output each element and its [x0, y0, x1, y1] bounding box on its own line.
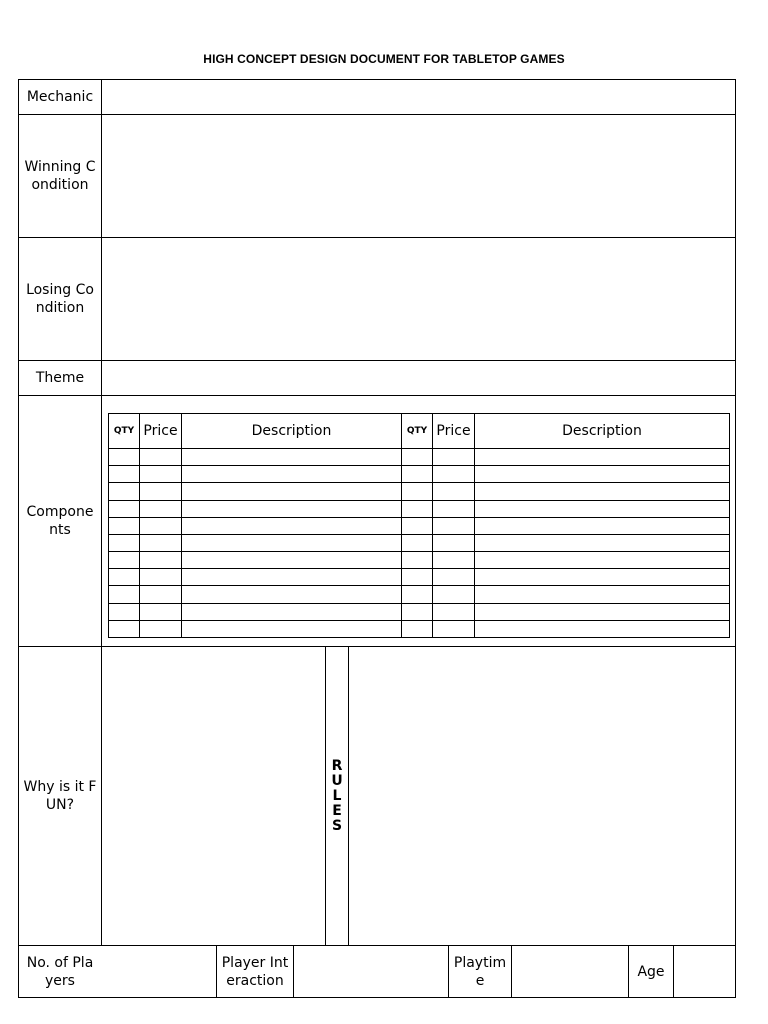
components-cell[interactable]: [475, 449, 730, 466]
components-cell[interactable]: [140, 483, 182, 500]
components-cell[interactable]: [433, 517, 475, 534]
components-cell[interactable]: [182, 466, 402, 483]
components-cell[interactable]: [182, 552, 402, 569]
components-cell[interactable]: [140, 449, 182, 466]
components-cell[interactable]: [140, 534, 182, 551]
rules-letter: R: [331, 757, 343, 774]
components-cell[interactable]: [433, 620, 475, 637]
components-label: Components: [26, 504, 94, 538]
components-cell[interactable]: [475, 620, 730, 637]
document-title: HIGH CONCEPT DESIGN DOCUMENT FOR TABLETOP GAMES: [203, 52, 565, 66]
rules-letter: E: [332, 802, 342, 819]
interaction-field[interactable]: [294, 946, 448, 997]
theme-label: Theme: [35, 370, 85, 386]
components-cell[interactable]: [475, 500, 730, 517]
description-header: Description: [475, 414, 730, 449]
rules-field[interactable]: [349, 647, 735, 945]
price-header: Price: [140, 414, 182, 449]
components-cell[interactable]: [475, 586, 730, 603]
losing-condition-label: Losing Condition: [26, 282, 94, 316]
players-label: No. of Players: [26, 954, 94, 989]
components-cell[interactable]: [433, 569, 475, 586]
components-cell[interactable]: [140, 552, 182, 569]
components-cell[interactable]: [182, 603, 402, 620]
components-cell[interactable]: [433, 603, 475, 620]
components-cell[interactable]: [402, 517, 433, 534]
players-field[interactable]: [102, 946, 216, 997]
components-cell[interactable]: [433, 466, 475, 483]
components-row: [109, 603, 730, 620]
components-row: [109, 552, 730, 569]
components-cell[interactable]: [109, 552, 140, 569]
components-row: [109, 569, 730, 586]
components-cell[interactable]: [140, 569, 182, 586]
rules-letter: S: [331, 817, 343, 834]
rules-letter: U: [331, 772, 343, 789]
components-cell[interactable]: [182, 586, 402, 603]
components-cell[interactable]: [182, 517, 402, 534]
components-cell[interactable]: [402, 534, 433, 551]
components-cell[interactable]: [402, 603, 433, 620]
components-cell[interactable]: [402, 483, 433, 500]
components-cell[interactable]: [402, 466, 433, 483]
winning-condition-label: Winning Condition: [24, 159, 96, 193]
components-cell[interactable]: [140, 500, 182, 517]
price-header: Price: [433, 414, 475, 449]
components-cell[interactable]: [433, 534, 475, 551]
losing-condition-field[interactable]: [102, 238, 735, 360]
winning-condition-field[interactable]: [102, 115, 735, 237]
components-cell[interactable]: [109, 534, 140, 551]
components-cell[interactable]: [475, 552, 730, 569]
components-cell[interactable]: [140, 603, 182, 620]
age-label: Age: [637, 963, 665, 980]
components-cell[interactable]: [402, 500, 433, 517]
components-row: [109, 466, 730, 483]
components-cell[interactable]: [140, 620, 182, 637]
theme-field[interactable]: [102, 361, 735, 395]
playtime-field[interactable]: [512, 946, 628, 997]
components-cell[interactable]: [475, 466, 730, 483]
row-divider: [18, 395, 736, 396]
components-cell[interactable]: [140, 517, 182, 534]
components-cell[interactable]: [433, 552, 475, 569]
components-cell[interactable]: [433, 483, 475, 500]
components-cell[interactable]: [109, 449, 140, 466]
components-cell[interactable]: [182, 569, 402, 586]
rules-letter: L: [332, 787, 342, 804]
components-cell[interactable]: [109, 466, 140, 483]
components-header-row: [109, 414, 730, 449]
components-cell[interactable]: [433, 500, 475, 517]
components-cell[interactable]: [109, 603, 140, 620]
components-cell[interactable]: [402, 620, 433, 637]
components-cell[interactable]: [182, 620, 402, 637]
fun-field[interactable]: [102, 647, 326, 945]
components-cell[interactable]: [182, 483, 402, 500]
components-table: [108, 413, 730, 638]
components-cell[interactable]: [109, 517, 140, 534]
components-cell[interactable]: [475, 603, 730, 620]
components-row: [109, 620, 730, 637]
description-header: Description: [182, 414, 402, 449]
components-cell[interactable]: [182, 500, 402, 517]
components-cell[interactable]: [109, 620, 140, 637]
components-row: [109, 534, 730, 551]
components-row: [109, 517, 730, 534]
components-cell[interactable]: [109, 500, 140, 517]
components-cell[interactable]: [475, 517, 730, 534]
components-row: [109, 500, 730, 517]
components-row: [109, 586, 730, 603]
age-field[interactable]: [674, 946, 735, 997]
components-cell[interactable]: [182, 449, 402, 466]
components-cell[interactable]: [402, 552, 433, 569]
components-cell[interactable]: [402, 569, 433, 586]
interaction-label: Player Interaction: [221, 954, 289, 989]
components-cell[interactable]: [402, 586, 433, 603]
components-cell[interactable]: [109, 586, 140, 603]
rules-label: [326, 647, 348, 945]
components-cell[interactable]: [433, 449, 475, 466]
components-cell[interactable]: [402, 449, 433, 466]
components-cell[interactable]: [140, 586, 182, 603]
mechanic-field[interactable]: [102, 80, 735, 114]
components-row: [109, 449, 730, 466]
components-row: [109, 483, 730, 500]
why-fun-label: Why is it FUN?: [23, 779, 97, 813]
components-cell[interactable]: [182, 534, 402, 551]
qty-header: QTY: [109, 414, 140, 449]
components-cell[interactable]: [433, 586, 475, 603]
qty-header: QTY: [402, 414, 433, 449]
components-cell[interactable]: [475, 534, 730, 551]
components-cell[interactable]: [475, 569, 730, 586]
components-cell[interactable]: [475, 483, 730, 500]
playtime-label: Playtime: [453, 954, 507, 989]
components-cell[interactable]: [109, 569, 140, 586]
components-cell[interactable]: [140, 466, 182, 483]
mechanic-label: Mechanic: [26, 89, 94, 105]
components-cell[interactable]: [109, 483, 140, 500]
